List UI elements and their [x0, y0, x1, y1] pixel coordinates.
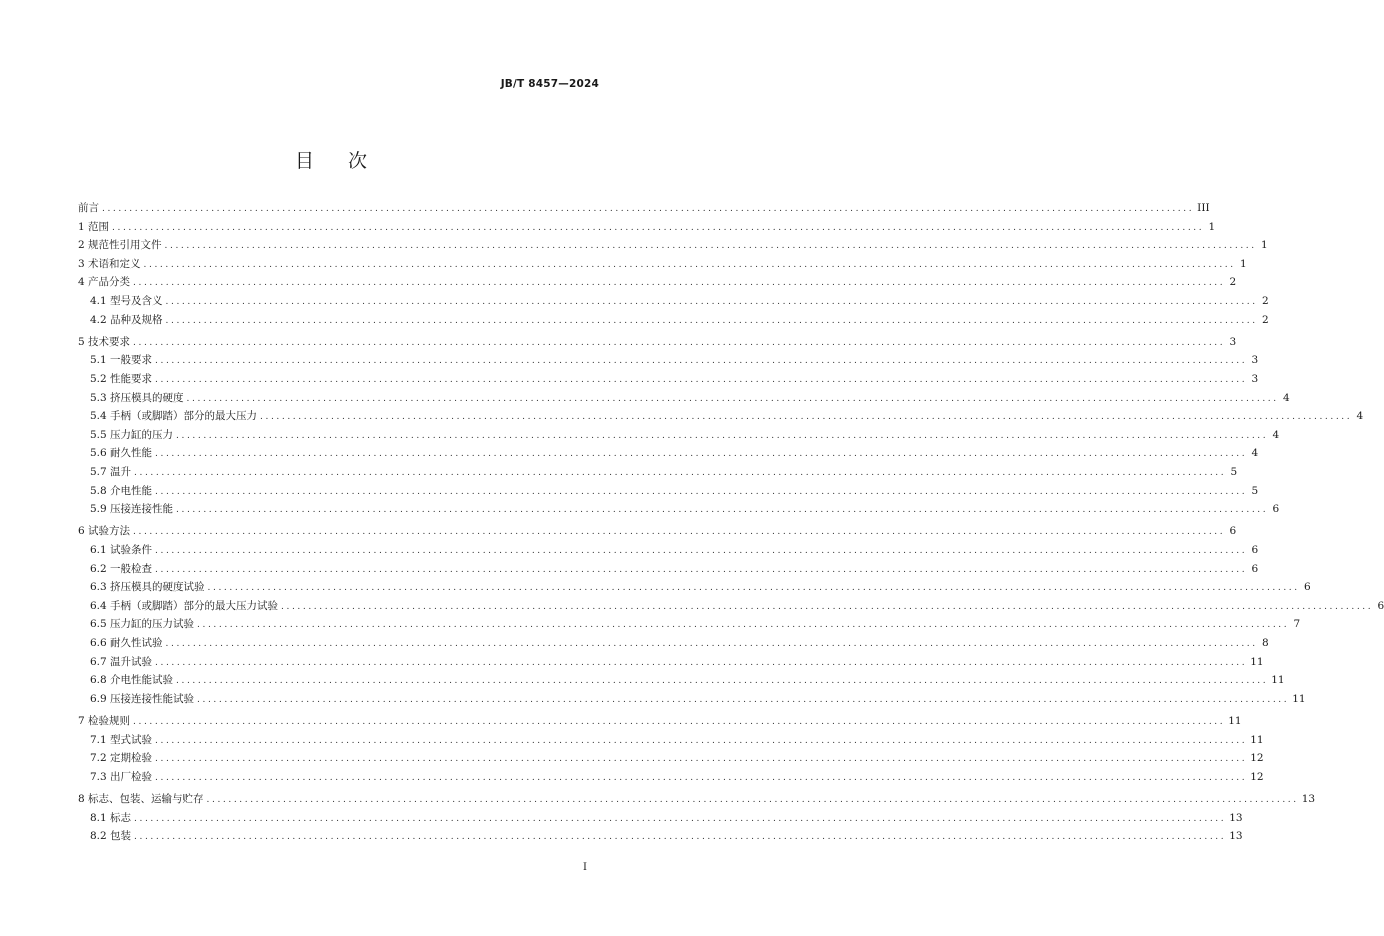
toc-entry-page: 13: [1301, 793, 1316, 806]
toc-entry[interactable]: [78, 351, 1259, 370]
toc-entry-page: 8: [1262, 637, 1269, 650]
title-char-2: 次: [348, 150, 368, 172]
toc-entry-label: 6.5 压力缸的压力试验: [90, 618, 195, 631]
toc-entry-page: 6: [1251, 544, 1259, 557]
toc-entry-label: 6.2 一般检查: [90, 562, 153, 575]
toc-entry-page: 5: [1251, 484, 1259, 497]
toc-leader-dots: ........................................................................................................................................................................................................: [197, 694, 1290, 705]
toc-leader-dots: ........................................................................................................................................................................................................: [164, 241, 1257, 252]
toc-entry-label: 5.3 挤压模具的硬度: [90, 391, 184, 404]
toc-entry-page: 13: [1229, 811, 1243, 824]
toc-entry[interactable]: [78, 426, 1280, 445]
toc-leader-dots: ........................................................................................................................................................................................................: [155, 564, 1248, 575]
toc-entry-label: 6.6 耐久性试验: [90, 637, 163, 650]
toc-leader-dots: ........................................................................................................................................................................................................: [133, 717, 1226, 728]
toc-entry[interactable]: [78, 541, 1259, 560]
toc-entry-label: 8.1 标志: [90, 811, 132, 824]
table-of-contents: [78, 199, 1384, 846]
toc-entry-page: 4: [1251, 447, 1259, 460]
toc-entry-label: 5 技术要求: [78, 335, 131, 348]
toc-entry-page: 3: [1251, 354, 1259, 367]
toc-entry-page: 11: [1271, 674, 1285, 687]
toc-entry-page: 3: [1251, 373, 1259, 386]
toc-leader-dots: ........................................................................................................................................................................................................: [155, 735, 1248, 746]
toc-entry-page: 1: [1261, 239, 1268, 252]
toc-entry-page: 6: [1229, 525, 1237, 538]
toc-entry-label: 7.3 出厂检验: [90, 770, 153, 783]
toc-entry-page: 5: [1230, 466, 1238, 478]
toc-entry[interactable]: [78, 671, 1285, 690]
toc-entry[interactable]: [78, 255, 1247, 274]
toc-leader-dots: ........................................................................................................................................................................................................: [155, 356, 1248, 367]
toc-entry-page: 11: [1250, 655, 1264, 668]
toc-entry-page: 6: [1304, 581, 1311, 594]
toc-leader-dots: ........................................................................................................................................................................................................: [155, 657, 1248, 668]
toc-entry-label: 5.4 手柄（或脚踏）部分的最大压力: [90, 410, 258, 423]
toc-entry-page: 2: [1229, 276, 1237, 289]
toc-leader-dots: ........................................................................................................................................................................................................: [134, 813, 1227, 824]
toc-leader-dots: ........................................................................................................................................................................................................: [155, 754, 1248, 765]
toc-entry[interactable]: [78, 500, 1280, 519]
toc-entry[interactable]: [78, 790, 1316, 809]
toc-entry-page: 11: [1250, 733, 1264, 746]
toc-entry-page: 3: [1229, 335, 1237, 348]
toc-entry[interactable]: [78, 333, 1237, 352]
toc-leader-dots: ........................................................................................................................................................................................................: [207, 583, 1300, 594]
toc-entry[interactable]: [78, 522, 1237, 541]
toc-leader-dots: ........................................................................................................................................................................................................: [281, 601, 1374, 612]
toc-entry-label: 7.1 型式试验: [90, 733, 153, 746]
toc-entry[interactable]: [78, 311, 1269, 330]
toc-leader-dots: ........................................................................................................................................................................................................: [155, 486, 1248, 497]
toc-entry-page: 1: [1240, 257, 1247, 270]
toc-leader-dots: ........................................................................................................................................................................................................: [165, 639, 1258, 650]
toc-entry-page: 4: [1283, 391, 1290, 404]
toc-leader-dots: ........................................................................................................................................................................................................: [176, 676, 1269, 687]
toc-entry[interactable]: [78, 634, 1269, 653]
toc-entry-label: 6.3 挤压模具的硬度试验: [90, 581, 205, 594]
toc-entry-label: 5.8 介电性能: [90, 484, 153, 497]
toc-entry-page: 1: [1208, 220, 1216, 233]
toc-leader-dots: ........................................................................................................................................................................................................: [197, 620, 1290, 631]
page-title: [0, 146, 662, 173]
toc-entry[interactable]: [78, 615, 1301, 634]
toc-entry-label: 4.2 品种及规格: [90, 313, 163, 326]
toc-entry-label: 3 术语和定义: [78, 257, 141, 270]
toc-entry-page: 6: [1377, 599, 1384, 612]
toc-entry-page: 11: [1292, 692, 1306, 705]
title-char-1: 目: [294, 150, 314, 172]
toc-entry-label: 1 范围: [78, 220, 110, 233]
toc-leader-dots: ........................................................................................................................................................................................................: [134, 468, 1227, 478]
toc-entry[interactable]: [78, 827, 1243, 846]
toc-entry[interactable]: [78, 653, 1264, 672]
toc-entry-label: 5.1 一般要求: [90, 354, 153, 367]
toc-leader-dots: ........................................................................................................................................................................................................: [143, 259, 1236, 270]
toc-entry[interactable]: [78, 749, 1264, 768]
toc-entry-page: 12: [1250, 752, 1264, 765]
toc-leader-dots: ........................................................................................................................................................................................................: [155, 772, 1248, 783]
toc-leader-dots: ........................................................................................................................................................................................................: [133, 527, 1226, 538]
toc-leader-dots: ........................................................................................................................................................................................................: [260, 412, 1353, 423]
toc-leader-dots: ........................................................................................................................................................................................................: [206, 795, 1299, 806]
toc-entry-page: 12: [1250, 770, 1264, 783]
toc-leader-dots: ........................................................................................................................................................................................................: [155, 449, 1248, 460]
standard-number: JB/T 8457—2024: [500, 78, 599, 90]
toc-leader-dots: ........................................................................................................................................................................................................: [133, 337, 1226, 348]
toc-entry-label: 4.1 型号及含义: [90, 294, 163, 307]
toc-entry-label: 8.2 包装: [90, 830, 132, 843]
toc-entry-page: 4: [1356, 410, 1364, 423]
toc-entry[interactable]: [78, 768, 1264, 787]
toc-entry-label: 5.9 压接连接性能: [90, 503, 174, 516]
toc-entry-label: 6.7 温升试验: [90, 655, 153, 668]
toc-entry[interactable]: [78, 407, 1364, 426]
toc-entry-page: 6: [1251, 562, 1259, 575]
toc-entry[interactable]: [78, 463, 1238, 482]
toc-entry-label: 5.6 耐久性能: [90, 447, 153, 460]
toc-entry[interactable]: [78, 690, 1306, 709]
toc-entry-label: 5.5 压力缸的压力: [90, 428, 174, 441]
toc-leader-dots: ........................................................................................................................................................................................................: [155, 375, 1248, 386]
toc-entry-page: 11: [1228, 715, 1242, 728]
toc-entry-page: 13: [1229, 830, 1243, 843]
toc-leader-dots: ........................................................................................................................................................................................................: [102, 204, 1195, 214]
toc-entry-page: III: [1197, 202, 1210, 214]
toc-entry-label: 6.9 压接连接性能试验: [90, 692, 195, 705]
toc-leader-dots: ........................................................................................................................................................................................................: [155, 546, 1248, 557]
toc-entry-label: 4 产品分类: [78, 276, 131, 289]
toc-entry[interactable]: [78, 560, 1259, 579]
toc-entry-label: 6 试验方法: [78, 525, 131, 538]
toc-entry-label: 2 规范性引用文件: [78, 239, 162, 252]
toc-leader-dots: ........................................................................................................................................................................................................: [176, 505, 1269, 516]
toc-entry[interactable]: [78, 236, 1268, 255]
toc-leader-dots: ........................................................................................................................................................................................................: [165, 315, 1258, 326]
toc-entry[interactable]: [78, 482, 1259, 501]
toc-entry[interactable]: [78, 370, 1259, 389]
toc-leader-dots: ........................................................................................................................................................................................................: [133, 278, 1226, 289]
toc-leader-dots: ........................................................................................................................................................................................................: [165, 296, 1258, 307]
toc-entry-label: 8 标志、包装、运输与贮存: [78, 793, 204, 806]
toc-entry-page: 7: [1293, 618, 1301, 631]
toc-entry[interactable]: [78, 273, 1237, 292]
toc-entry[interactable]: [78, 809, 1243, 828]
toc-leader-dots: ........................................................................................................................................................................................................: [176, 430, 1269, 441]
toc-entry-label: 6.8 介电性能试验: [90, 674, 174, 687]
toc-entry-page: 6: [1272, 503, 1280, 516]
toc-leader-dots: ........................................................................................................................................................................................................: [134, 832, 1227, 843]
toc-entry[interactable]: [78, 199, 1210, 218]
toc-entry-label: 5.7 温升: [90, 466, 132, 478]
toc-entry[interactable]: [78, 389, 1290, 408]
toc-entry[interactable]: [78, 597, 1384, 616]
toc-entry-label: 前言: [78, 202, 99, 214]
toc-entry-label: 5.2 性能要求: [90, 373, 153, 386]
toc-entry[interactable]: [78, 218, 1216, 237]
toc-entry-label: 7.2 定期检验: [90, 752, 153, 765]
toc-entry-label: 7 检验规则: [78, 715, 131, 728]
toc-entry[interactable]: [78, 712, 1242, 731]
toc-entry-page: 4: [1272, 428, 1280, 441]
toc-entry-page: 2: [1262, 294, 1269, 307]
toc-leader-dots: ........................................................................................................................................................................................................: [186, 393, 1279, 404]
toc-entry-label: 6.1 试验条件: [90, 544, 153, 557]
toc-entry[interactable]: [78, 444, 1259, 463]
toc-entry[interactable]: [78, 292, 1269, 311]
toc-entry[interactable]: [78, 731, 1264, 750]
toc-leader-dots: ........................................................................................................................................................................................................: [112, 222, 1205, 233]
toc-entry-label: 6.4 手柄（或脚踏）部分的最大压力试验: [90, 599, 279, 612]
toc-entry-page: 2: [1262, 313, 1269, 326]
toc-entry[interactable]: [78, 578, 1311, 597]
page-folio: I: [583, 862, 587, 873]
